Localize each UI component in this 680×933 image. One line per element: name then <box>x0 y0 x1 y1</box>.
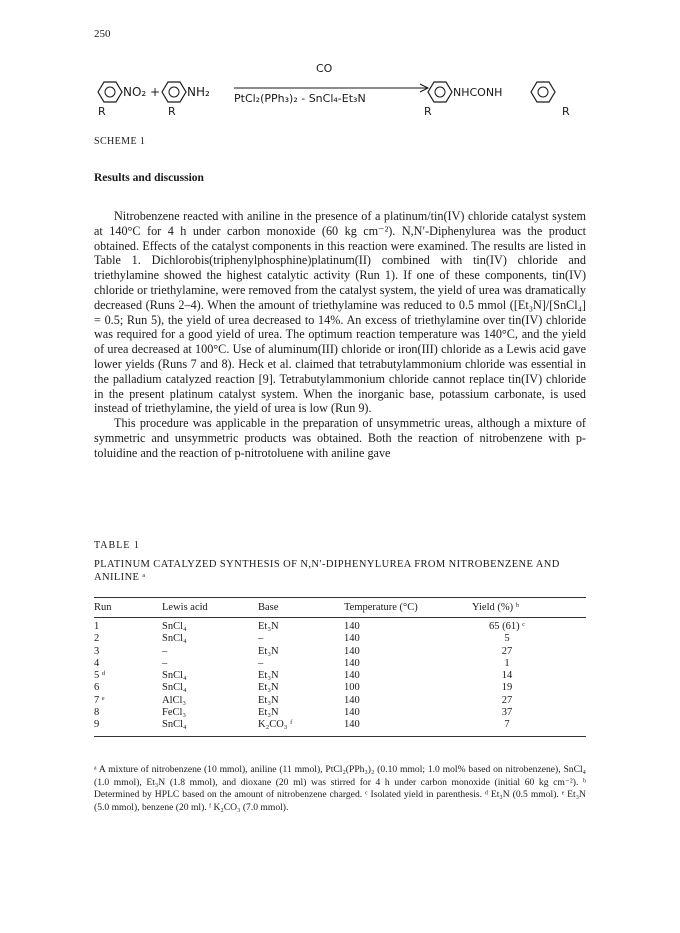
table-cell-spacer <box>542 646 586 658</box>
table-cell: 27 <box>501 694 513 706</box>
table-cell: 14 <box>501 670 513 682</box>
benzene-ring-icon <box>98 82 122 102</box>
table-row <box>94 658 586 670</box>
table-cell: Et₃N <box>258 682 279 694</box>
table-cell: 1 <box>504 657 510 669</box>
table-cell: 19 <box>501 682 513 694</box>
body-text <box>94 209 586 461</box>
table-cell: 140 <box>344 707 360 719</box>
r-label-1: R <box>98 105 106 118</box>
table-cell-spacer <box>542 682 586 694</box>
table-cell: SnCl₄ <box>162 633 187 645</box>
table-cell-spacer <box>542 633 586 645</box>
table-cell: FeCl₃ <box>162 707 187 719</box>
plus-sign: + <box>150 85 161 99</box>
reaction-scheme <box>94 58 594 120</box>
table-cell: 3 <box>94 645 100 657</box>
table-cell: – <box>162 645 168 657</box>
table-cell-spacer <box>542 670 586 682</box>
table-cell: AlCl₃ <box>162 694 187 706</box>
table-footnotes: ᵃ A mixture of nitrobenzene (10 mmol), aniline (11 mmol), PtCl₂(PPh₃)₂ (0.10 mmol; 1.0 mol% based on nitrobenzene), SnCl₄ (1.0 mmol), Et₃N (1.8 mmol), and dioxane (20 ml) was stirred for 4 h under carbon monoxide (initial 60 kg cm⁻²). ᵇ Determined by HPLC based on the amount of nitrobenzene charged. ᶜ Isolated yield in parenthesis. ᵈ Et₃N (0.5 mmol). ᵉ Et₃N (5.0 mmol), benzene (20 ml). ᶠ K₂CO₃ (7.0 mmol). <box>94 764 586 813</box>
table-cell: 140 <box>344 633 360 645</box>
table-row <box>94 618 586 634</box>
table-cell-spacer <box>542 695 586 707</box>
table-cell: Et₃N <box>258 694 279 706</box>
table-cell: 140 <box>344 657 360 669</box>
column-spacer <box>542 598 586 618</box>
paragraph: Nitrobenzene reacted with aniline in the presence of a platinum/tin(IV) chloride catalyst system at 140°C for 4 h under carbon monoxide (60 kg cm⁻²). N,N′-Diphenylurea was the product obtained. Effects of the catalyst components in this reaction were examined. The results are listed in Table 1. Dichlorobis(triphenylphosphine)platinum(II) combined with tin(IV) chloride and triethylamine showed the highest catalytic activity (Run 1). If one of these components, tin(IV) chloride or triethylamine, were removed from the catalyst system, the yield of urea was dramatically decreased (Runs 2–4). When the amount of triethylamine was reduced to 0.5 mmol ([Et₃N]/[SnCl₄] = 0.5; Run 5), the yield of urea decreased to 14%. An excess of triethylamine over tin(IV) chloride was required for a good yield of urea. The optimum reaction temperature was 140°C, and the yield of urea decreased at 100°C. Use of aluminum(III) chloride or iron(III) chloride as a Lewis acid gave lower yields (Runs 7 and 8). Heck et al. claimed that tetrabutylammonium chloride was essential in the palladium catalyzed reaction [9]. Tetrabutylammonium chloride cannot replace tin(IV) chloride in the present platinum catalyst system. When the inorganic base, potassium carbonate, is used instead of triethylamine, the yield of urea is low (Run 9). <box>94 209 586 416</box>
column-header: Temperature (°C) <box>344 602 418 613</box>
table-cell: 5 <box>504 633 510 645</box>
column-header: Lewis acid <box>162 602 208 613</box>
table-cell: SnCl₄ <box>162 719 187 731</box>
table-cell: 140 <box>344 670 360 682</box>
table-cell: – <box>258 657 264 669</box>
table-cell: Et₃N <box>258 707 279 719</box>
table-cell: 140 <box>344 645 360 657</box>
table-cell: 37 <box>501 707 513 719</box>
table-cell: 140 <box>344 719 360 731</box>
benzene-ring-icon <box>531 82 555 102</box>
table-cell: 5 ᵈ <box>94 670 106 682</box>
table-cell: 27 <box>501 645 513 657</box>
column-header: Yield (%) ᵇ <box>472 602 519 613</box>
table-row <box>94 682 586 694</box>
table-cell: K₂CO₃ ᶠ <box>258 719 293 731</box>
product-link: NHCONH <box>453 86 503 99</box>
paragraph: This procedure was applicable in the preparation of unsymmetric ureas, although a mixture of symmetric and unsymmetric products was obtained. Both the reaction of nitrobenzene with p-toluidine and the reaction of p-nitrotoluene with aniline gave <box>94 416 586 460</box>
table-cell: 4 <box>94 657 100 669</box>
table-cell: SnCl₄ <box>162 670 187 682</box>
table-cell: 100 <box>344 682 360 694</box>
reactant1-group: NO₂ <box>123 85 147 99</box>
table-cell: SnCl₄ <box>162 621 187 632</box>
table-cell: – <box>258 633 264 645</box>
table-cell: – <box>162 657 168 669</box>
table-row <box>94 670 586 682</box>
reactant2-group: NH₂ <box>187 85 210 99</box>
page-number: 250 <box>94 28 111 40</box>
table-cell: 7 <box>504 719 510 731</box>
column-header: Base <box>258 602 279 613</box>
table-cell: SnCl₄ <box>162 682 187 694</box>
r-label-2: R <box>168 105 176 118</box>
table-cell: 65 (61) ᶜ <box>489 621 525 632</box>
table-cell: 1 <box>94 621 100 632</box>
table-cell: 6 <box>94 682 100 694</box>
table-cell: Et₃N <box>258 670 279 682</box>
results-table <box>94 597 586 737</box>
table-cell: 9 <box>94 719 100 731</box>
table-row <box>94 695 586 707</box>
table-row <box>94 633 586 645</box>
column-header: Run <box>94 602 112 613</box>
table-body <box>94 618 586 737</box>
table-cell-spacer <box>542 719 586 736</box>
table-cell-spacer <box>542 618 586 634</box>
scheme-caption: SCHEME 1 <box>94 136 146 147</box>
table-cell-spacer <box>542 707 586 719</box>
table-row <box>94 707 586 719</box>
benzene-ring-icon <box>428 82 452 102</box>
table-cell: 140 <box>344 694 360 706</box>
table-cell-spacer <box>542 658 586 670</box>
benzene-ring-icon <box>162 82 186 102</box>
table-cell: 2 <box>94 633 100 645</box>
reagent-co: CO <box>316 62 333 75</box>
table-cell: 7 ᵉ <box>94 694 105 706</box>
table-header-row <box>94 598 586 618</box>
table-label: TABLE 1 <box>94 540 140 551</box>
table-cell: Et₃N <box>258 645 279 657</box>
table-row <box>94 719 586 736</box>
section-heading: Results and discussion <box>94 172 204 184</box>
r-label-3: R <box>424 105 432 118</box>
table-row <box>94 646 586 658</box>
table-cell: Et₃N <box>258 621 279 632</box>
table-caption: PLATINUM CATALYZED SYNTHESIS OF N,N′-DIPHENYLUREA FROM NITROBENZENE AND ANILINE ᵃ <box>94 559 560 583</box>
r-label-4: R <box>562 105 570 118</box>
table-cell: 140 <box>344 621 360 632</box>
table-cell: 8 <box>94 707 100 719</box>
catalyst-label: PtCl₂(PPh₃)₂ - SnCl₄-Et₃N <box>234 92 366 105</box>
